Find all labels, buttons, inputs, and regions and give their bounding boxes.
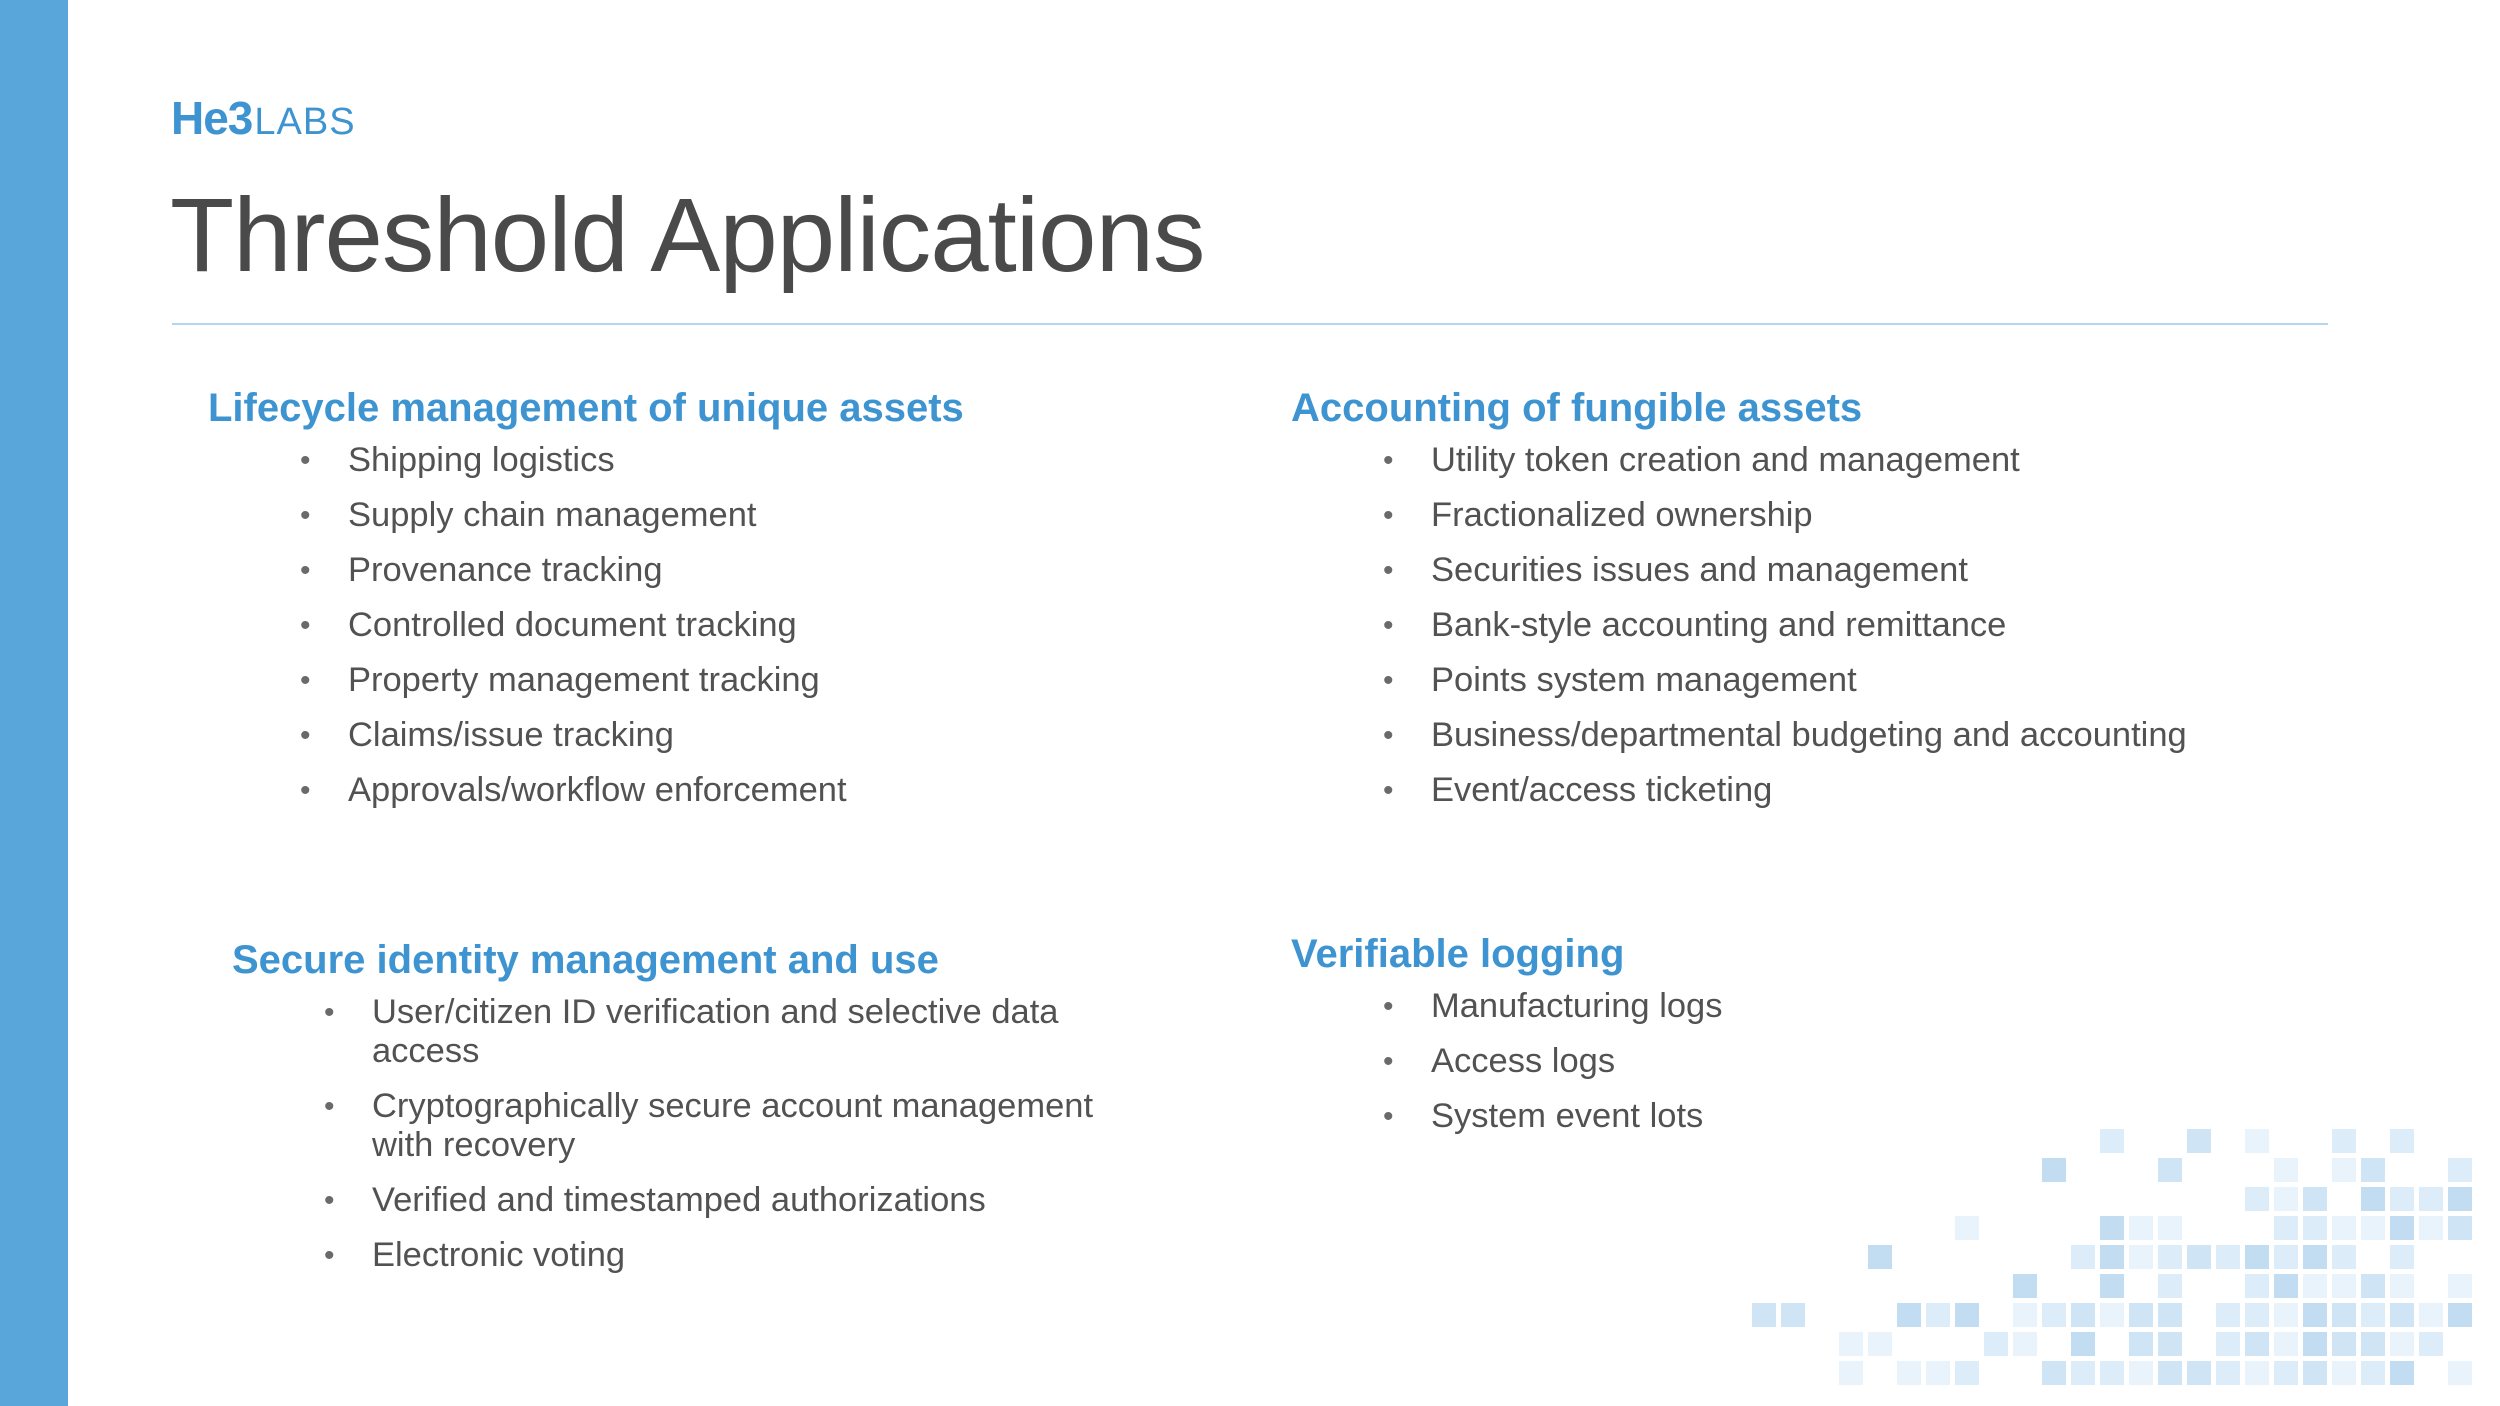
mosaic-tile [2332,1303,2356,1327]
mosaic-tile [1752,1303,1776,1327]
mosaic-tile [2216,1303,2240,1327]
list-item: • Utility token creation and management [1383,441,2020,479]
mosaic-tile [2361,1158,2385,1182]
mosaic-tile [1868,1245,1892,1269]
mosaic-tile [2071,1245,2095,1269]
bullet-icon: • [324,996,335,1029]
list-item: • Points system management [1383,661,1857,699]
mosaic-tile [2390,1332,2414,1356]
mosaic-tile [2129,1245,2153,1269]
mosaic-tile [2100,1303,2124,1327]
mosaic-tile [2274,1332,2298,1356]
mosaic-tile [2245,1361,2269,1385]
mosaic-tile [2187,1361,2211,1385]
mosaic-tile [2158,1245,2182,1269]
section-heading: Secure identity management and use [232,938,939,982]
mosaic-tile [2390,1245,2414,1269]
bullet-icon: • [324,1090,335,1123]
bullet-icon: • [1383,990,1394,1023]
mosaic-tile [2042,1303,2066,1327]
mosaic-tile [2419,1187,2443,1211]
mosaic-tile [2158,1274,2182,1298]
bullet-icon: • [300,444,311,477]
mosaic-tile [2390,1187,2414,1211]
list-item: • Property management tracking [300,661,820,699]
bullet-icon: • [300,609,311,642]
mosaic-tile [2332,1216,2356,1240]
mosaic-tile [2332,1129,2356,1153]
bullet-icon: • [1383,554,1394,587]
mosaic-tile [2216,1332,2240,1356]
mosaic-tile [1984,1332,2008,1356]
logo-suffix: LABS [254,101,356,143]
mosaic-tile [2129,1361,2153,1385]
bullet-icon: • [300,554,311,587]
mosaic-tile [2448,1216,2472,1240]
section-heading: Lifecycle management of unique assets [208,386,964,430]
mosaic-tile [2013,1332,2037,1356]
bullet-icon: • [1383,719,1394,752]
mosaic-tile [1839,1361,1863,1385]
mosaic-tile [2303,1187,2327,1211]
mosaic-tile [2187,1245,2211,1269]
mosaic-tile [1897,1303,1921,1327]
mosaic-tile [2332,1245,2356,1269]
section-logging [1291,930,2251,1152]
list-item: • Claims/issue tracking [300,716,674,754]
mosaic-tile [2013,1274,2037,1298]
mosaic-tile [2390,1361,2414,1385]
mosaic-tile [2390,1216,2414,1240]
mosaic-tile [2274,1274,2298,1298]
section-identity [232,936,1162,1291]
mosaic-tile [2100,1274,2124,1298]
bullet-icon: • [1383,609,1394,642]
mosaic-tile [2013,1303,2037,1327]
mosaic-tile [2274,1361,2298,1385]
mosaic-tile [2158,1361,2182,1385]
mosaic-tile [2332,1274,2356,1298]
mosaic-tile [2303,1332,2327,1356]
mosaic-tile [2245,1332,2269,1356]
pixel-mosaic-decoration [1720,1126,2500,1406]
mosaic-tile [2129,1303,2153,1327]
list-item: • Verified and timestamped authorizations [324,1181,986,1219]
bullet-list [1291,987,2251,1136]
mosaic-tile [2071,1332,2095,1356]
mosaic-tile [2419,1303,2443,1327]
bullet-icon: • [1383,664,1394,697]
list-item: • User/citizen ID verification and selective data access [324,993,1059,1070]
mosaic-tile [2448,1187,2472,1211]
bullet-icon: • [300,499,311,532]
bullet-icon: • [1383,1045,1394,1078]
mosaic-tile [1926,1303,1950,1327]
list-item: • Event/access ticketing [1383,771,1773,809]
list-item: • Manufacturing logs [1383,987,1723,1025]
mosaic-tile [2245,1303,2269,1327]
list-item: • Bank-style accounting and remittance [1383,606,2007,644]
mosaic-tile [2274,1245,2298,1269]
mosaic-tile [2187,1129,2211,1153]
list-item: • Supply chain management [300,496,757,534]
list-item: • Fractionalized ownership [1383,496,1813,534]
mosaic-tile [2332,1158,2356,1182]
section-heading: Verifiable logging [1291,932,1625,976]
mosaic-tile [2448,1158,2472,1182]
mosaic-tile [2274,1158,2298,1182]
bullet-icon: • [1383,444,1394,477]
mosaic-tile [2390,1303,2414,1327]
bullet-list [232,993,1162,1275]
mosaic-tile [2303,1245,2327,1269]
mosaic-tile [2303,1216,2327,1240]
mosaic-tile [2245,1245,2269,1269]
list-item: • Provenance tracking [300,551,663,589]
mosaic-tile [2100,1361,2124,1385]
section-lifecycle [208,384,1168,826]
mosaic-tile [2332,1361,2356,1385]
bullet-icon: • [1383,1100,1394,1133]
mosaic-tile [2216,1361,2240,1385]
mosaic-tile [2448,1274,2472,1298]
list-item: • Shipping logistics [300,441,615,479]
mosaic-tile [2332,1332,2356,1356]
bullet-list [1291,441,2251,810]
left-accent-bar [0,0,68,1406]
mosaic-tile [2100,1245,2124,1269]
mosaic-tile [2129,1332,2153,1356]
mosaic-tile [2274,1187,2298,1211]
list-item: • Access logs [1383,1042,1616,1080]
mosaic-tile [2361,1274,2385,1298]
mosaic-tile [2100,1216,2124,1240]
mosaic-tile [2216,1245,2240,1269]
bullet-icon: • [324,1239,335,1272]
mosaic-tile [2042,1361,2066,1385]
mosaic-tile [2419,1332,2443,1356]
mosaic-tile [1781,1303,1805,1327]
bullet-list [208,441,1168,810]
logo-brand: He3 [171,92,253,144]
mosaic-tile [2245,1274,2269,1298]
mosaic-tile [1926,1361,1950,1385]
list-item: • Approvals/workflow enforcement [300,771,847,809]
bullet-icon: • [1383,499,1394,532]
mosaic-tile [2071,1303,2095,1327]
mosaic-tile [2042,1158,2066,1182]
list-item: • System event lots [1383,1097,1704,1135]
list-item: • Business/departmental budgeting and accounting [1383,716,2187,754]
bullet-icon: • [300,719,311,752]
mosaic-tile [1868,1332,1892,1356]
mosaic-tile [2274,1303,2298,1327]
mosaic-tile [2361,1303,2385,1327]
mosaic-tile [1955,1361,1979,1385]
mosaic-tile [2129,1216,2153,1240]
mosaic-tile [2390,1129,2414,1153]
mosaic-tile [2361,1361,2385,1385]
mosaic-tile [2448,1361,2472,1385]
mosaic-tile [1897,1361,1921,1385]
mosaic-tile [2448,1303,2472,1327]
section-accounting [1291,384,2251,826]
mosaic-tile [2158,1158,2182,1182]
mosaic-tile [2361,1332,2385,1356]
mosaic-tile [2158,1216,2182,1240]
mosaic-tile [2390,1274,2414,1298]
mosaic-tile [2245,1129,2269,1153]
bullet-icon: • [1383,774,1394,807]
list-item: • Securities issues and management [1383,551,1968,589]
section-heading: Accounting of fungible assets [1291,386,1863,430]
mosaic-tile [1839,1332,1863,1356]
list-item: • Cryptographically secure account management with recovery [324,1087,1094,1164]
mosaic-tile [2303,1303,2327,1327]
bullet-icon: • [300,774,311,807]
mosaic-tile [1955,1216,1979,1240]
mosaic-tile [2303,1361,2327,1385]
mosaic-tile [2158,1303,2182,1327]
mosaic-tile [2071,1361,2095,1385]
mosaic-tile [2274,1216,2298,1240]
mosaic-tile [2245,1187,2269,1211]
page-title: Threshold Applications [170,177,1205,294]
list-item: • Electronic voting [324,1236,626,1274]
mosaic-tile [2303,1274,2327,1298]
title-divider [172,323,2328,325]
mosaic-tile [2361,1187,2385,1211]
mosaic-tile [1955,1303,1979,1327]
bullet-icon: • [300,664,311,697]
bullet-icon: • [324,1184,335,1217]
mosaic-tile [2158,1332,2182,1356]
mosaic-tile [2419,1216,2443,1240]
he3-labs-logo [171,92,356,144]
list-item: • Controlled document tracking [300,606,797,644]
mosaic-tile [2100,1129,2124,1153]
mosaic-tile [2361,1216,2385,1240]
